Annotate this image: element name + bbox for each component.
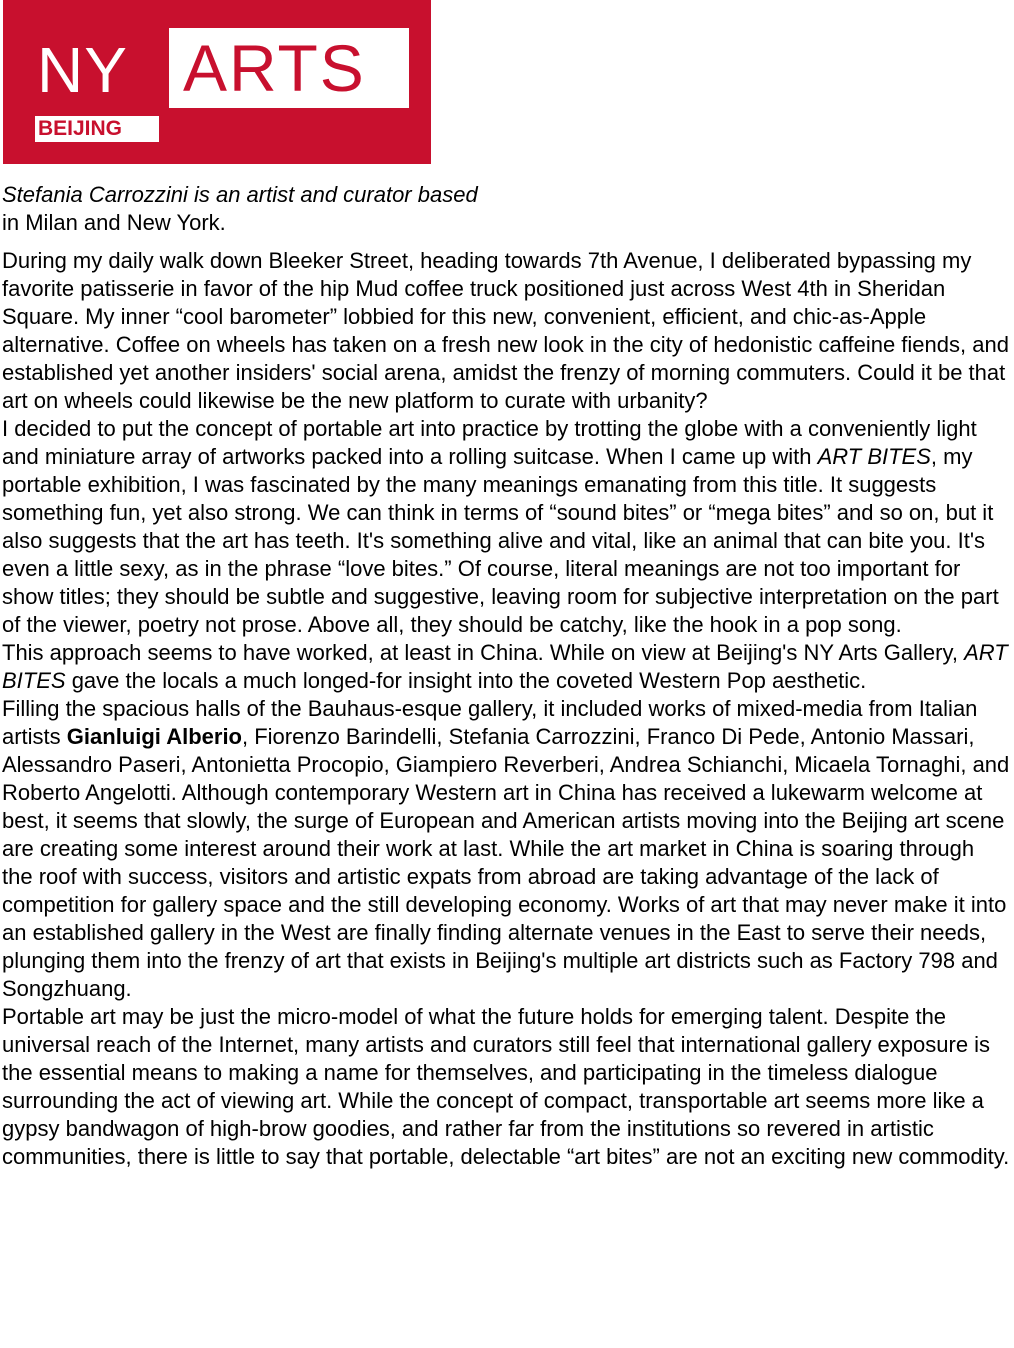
art-bites-title: ART BITES	[817, 444, 931, 469]
paragraph-4-text-a: Filling the spacious halls of the Bauhaus-esque gallery, it included works of mixed-media from Italian artists	[2, 696, 978, 749]
paragraph-4	[2, 695, 1010, 1003]
paragraph-4-text-b: , Fiorenzo Barindelli, Stefania Carrozzini, Franco Di Pede, Antonio Massari, Alessandro Paseri, Antonietta Procopio, Giampiero Reverberi, Andrea Schianchi, Micaela Tornaghi, and Roberto Angelotti. Although contemporary Western art in China has received a lukewarm welcome at best, it seems that slowly, the surge of European and American artists moving into the Beijing art scene are creating some interest around their work at last. While the art market in China is soaring through the roof with success, visitors and artistic expats from abroad are taking advantage of the lack of competition for gallery space and the still developing economy. Works of art that may never make it into an established gallery in the West are finally finding alternate venues in the East to serve their needs, plunging them into the frenzy of art that exists in Beijing's multiple art districts such as Factory 798 and Songzhuang.	[2, 724, 1010, 1001]
paragraph-1: During my daily walk down Bleeker Street, heading towards 7th Avenue, I deliberated bypassing my favorite patisserie in favor of the hip Mud coffee truck positioned just across West 4th in Sheridan Square. My inner “cool barometer” lobbied for this new, convenient, efficient, and chic-as-Apple alternative. Coffee on wheels has taken on a fresh new look in the city of hedonistic caffeine fiends, and established yet another insiders' social arena, amidst the frenzy of morning commuters. Could it be that art on wheels could likewise be the new platform to curate with urbanity?	[2, 248, 1009, 413]
artist-name-bold: Gianluigi Alberio	[66, 724, 242, 749]
ny-arts-beijing-logo	[3, 0, 431, 164]
paragraph-5: Portable art may be just the micro-model of what the future holds for emerging talent. Despite the universal reach of the Internet, many artists and curators still feel that international gallery exposure is the essential means to making a name for themselves, and participating in the timeless dialogue surrounding the act of viewing art. While the concept of compact, transportable art seems more like a gypsy bandwagon of high-brow goodies, and rather far from the institutions so revered in artistic communities, there is little to say that portable, delectable “art bites” are not an exciting new commodity.	[2, 1004, 1010, 1169]
article-body	[2, 247, 1010, 1171]
paragraph-2-text-b: , my portable exhibition, I was fascinated by the many meanings emanating from this title. It suggests something fun, yet also strong. We can think in terms of “sound bites” or “mega bites” and so on, but it also suggests that the art has teeth. It's something alive and vital, like an animal that can bite you. It's even a little sexy, as in the phrase “love bites.” Of course, literal meanings are not too important for show titles; they should be subtle and suggestive, leaving room for subjective interpretation on the part of the viewer, poetry not prose. Above all, they should be catchy, like the hook in a pop song.	[2, 444, 999, 637]
byline-line-2: in Milan and New York.	[2, 210, 226, 235]
logo-beijing-box	[35, 116, 159, 142]
paragraph-3	[2, 639, 1010, 695]
paragraph-2	[2, 415, 1010, 639]
byline-line-1: Stefania Carrozzini is an artist and curator based	[2, 182, 478, 207]
author-byline	[2, 181, 1007, 237]
logo-arts-box	[169, 28, 409, 108]
art-bites-title: ART BITES	[2, 640, 1008, 693]
logo-arts-text: ARTS	[183, 31, 366, 105]
paragraph-2-text-a: I decided to put the concept of portable art into practice by trotting the globe with a conveniently light and miniature array of artworks packed into a rolling suitcase. When I came up with	[2, 416, 977, 469]
paragraph-3-text-a: This approach seems to have worked, at least in China. While on view at Beijing's NY Arts Gallery,	[2, 640, 965, 665]
paragraph-3-text-b: gave the locals a much longed-for insight into the coveted Western Pop aesthetic.	[65, 668, 867, 693]
logo-beijing-text: BEIJING	[38, 117, 123, 140]
logo-ny-text: NY	[37, 34, 128, 106]
